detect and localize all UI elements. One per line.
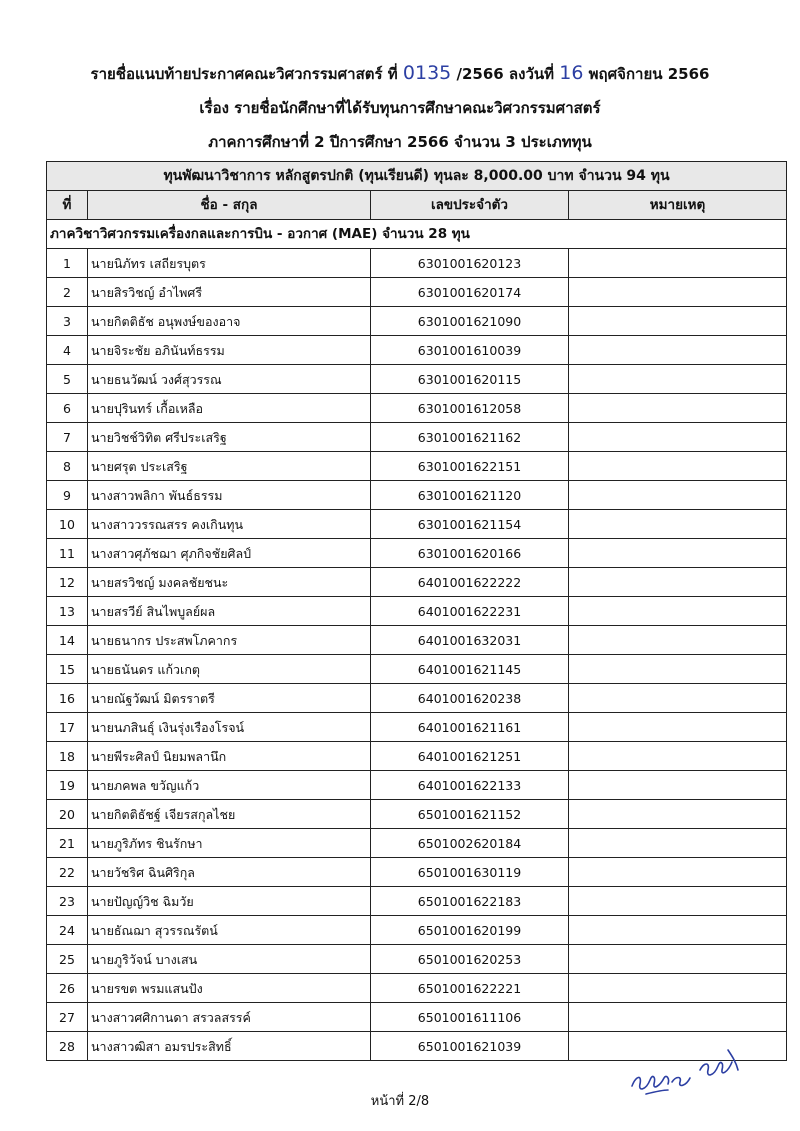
student-name: นายวัชริศ ฉินศิริกุล xyxy=(88,858,371,887)
table-row xyxy=(47,249,787,278)
table-row xyxy=(47,916,787,945)
table-row xyxy=(47,742,787,771)
student-name: นายจิระชัย อภินันท์ธรรม xyxy=(88,336,371,365)
table-row xyxy=(47,597,787,626)
remark xyxy=(569,771,787,800)
student-id: 6401001622133 xyxy=(371,771,569,800)
remark xyxy=(569,510,787,539)
student-id: 6401001621251 xyxy=(371,742,569,771)
row-number: 19 xyxy=(47,771,88,800)
student-id: 6301001620115 xyxy=(371,365,569,394)
student-name: นายธนากร ประสพโภคากร xyxy=(88,626,371,655)
student-name: นายสรวีย์ สินไพบูลย์ผล xyxy=(88,597,371,626)
student-id: 6401001622231 xyxy=(371,597,569,626)
table-row xyxy=(47,423,787,452)
table-row xyxy=(47,278,787,307)
scholarship-banner: ทุนพัฒนาวิชาการ หลักสูตรปกติ (ทุนเรียนดี) ทุนละ 8,000.00 บาท จำนวน 94 ทุน xyxy=(47,162,787,191)
row-number: 5 xyxy=(47,365,88,394)
remark xyxy=(569,539,787,568)
student-name: นายภูริภัทร ชินรักษา xyxy=(88,829,371,858)
student-name: นายภูริวัจน์ บางเสน xyxy=(88,945,371,974)
student-name: นายปัญญ์วิช ฉิมวัย xyxy=(88,887,371,916)
remark xyxy=(569,829,787,858)
remark xyxy=(569,365,787,394)
student-name: นางสาววรรณสรร คงเกินทุน xyxy=(88,510,371,539)
column-header-student-id: เลขประจำตัว xyxy=(371,191,569,220)
remark xyxy=(569,945,787,974)
student-name: นายภคพล ขวัญแก้ว xyxy=(88,771,371,800)
student-name: นายณัฐวัฒน์ มิตรราตรี xyxy=(88,684,371,713)
remark xyxy=(569,1003,787,1032)
row-number: 23 xyxy=(47,887,88,916)
row-number: 13 xyxy=(47,597,88,626)
table-row xyxy=(47,684,787,713)
remark xyxy=(569,713,787,742)
table-row xyxy=(47,829,787,858)
table-row xyxy=(47,336,787,365)
student-id: 6501001622183 xyxy=(371,887,569,916)
table-row xyxy=(47,655,787,684)
student-id: 6501001620253 xyxy=(371,945,569,974)
department-heading: ภาควิชาวิศวกรรมเครื่องกลและการบิน - อวกาศ (MAE) จำนวน 28 ทุน xyxy=(47,220,787,249)
announcement-prefix: รายชื่อแนบท้ายประกาศคณะวิศวกรรมศาสตร์ ที่ xyxy=(90,65,398,83)
remark xyxy=(569,742,787,771)
announcement-number: 0135 xyxy=(402,62,452,84)
student-name: นางสาวฒิสา อมรประสิทธิ์ xyxy=(88,1032,371,1061)
remark xyxy=(569,626,787,655)
page-number: หน้าที่ 2/8 xyxy=(370,1094,430,1109)
table-row xyxy=(47,394,787,423)
table-row xyxy=(47,539,787,568)
table-row xyxy=(47,365,787,394)
row-number: 27 xyxy=(47,1003,88,1032)
student-id: 6301001620166 xyxy=(371,539,569,568)
remark xyxy=(569,684,787,713)
remark xyxy=(569,423,787,452)
row-number: 4 xyxy=(47,336,88,365)
student-id: 6401001621145 xyxy=(371,655,569,684)
student-name: นายธัณฌา สุวรรณรัตน์ xyxy=(88,916,371,945)
announcement-month-year: พฤศจิกายน 2566 xyxy=(588,65,710,83)
table-row xyxy=(47,568,787,597)
table-row xyxy=(47,974,787,1003)
remark xyxy=(569,858,787,887)
student-id: 6401001632031 xyxy=(371,626,569,655)
remark xyxy=(569,307,787,336)
table-row xyxy=(47,800,787,829)
row-number: 26 xyxy=(47,974,88,1003)
column-header-remark: หมายเหตุ xyxy=(569,191,787,220)
row-number: 17 xyxy=(47,713,88,742)
student-id: 6301001620123 xyxy=(371,249,569,278)
remark xyxy=(569,481,787,510)
row-number: 25 xyxy=(47,945,88,974)
row-number: 9 xyxy=(47,481,88,510)
remark xyxy=(569,278,787,307)
table-row xyxy=(47,858,787,887)
semester-line: ภาคการศึกษาที่ 2 ปีการศึกษา 2566 จำนวน 3 ประเภททุน xyxy=(208,133,592,151)
student-name: นายกิตติธัช อนุพงษ์ของอาจ xyxy=(88,307,371,336)
scholarship-table xyxy=(46,161,787,1061)
student-name: นายสรวิชญ์ มงคลชัยชนะ xyxy=(88,568,371,597)
remark xyxy=(569,249,787,278)
student-id: 6501001620199 xyxy=(371,916,569,945)
row-number: 14 xyxy=(47,626,88,655)
student-name: นายศรุต ประเสริฐ xyxy=(88,452,371,481)
row-number: 24 xyxy=(47,916,88,945)
student-name: นายรขต พรมแสนปัง xyxy=(88,974,371,1003)
student-id: 6301001621154 xyxy=(371,510,569,539)
remark xyxy=(569,916,787,945)
student-name: นายกิตติธัชฐ์ เจียรสกุลไชย xyxy=(88,800,371,829)
table-row xyxy=(47,510,787,539)
remark xyxy=(569,597,787,626)
row-number: 3 xyxy=(47,307,88,336)
announcement-day: 16 xyxy=(559,62,584,84)
subject-line: เรื่อง รายชื่อนักศึกษาที่ได้รับทุนการศึกษาคณะวิศวกรรมศาสตร์ xyxy=(199,99,601,117)
remark xyxy=(569,452,787,481)
row-number: 18 xyxy=(47,742,88,771)
remark xyxy=(569,336,787,365)
student-name: นายปุรินทร์ เกื้อเหลือ xyxy=(88,394,371,423)
row-number: 15 xyxy=(47,655,88,684)
row-number: 7 xyxy=(47,423,88,452)
student-id: 6301001621162 xyxy=(371,423,569,452)
row-number: 28 xyxy=(47,1032,88,1061)
row-number: 1 xyxy=(47,249,88,278)
remark xyxy=(569,800,787,829)
table-row xyxy=(47,452,787,481)
table-row xyxy=(47,887,787,916)
row-number: 6 xyxy=(47,394,88,423)
student-name: นายธนันดร แก้วเกตุ xyxy=(88,655,371,684)
student-name: นางสาวศุภัชฌา ศุภกิจชัยศิลป์ xyxy=(88,539,371,568)
student-id: 6301001620174 xyxy=(371,278,569,307)
remark xyxy=(569,568,787,597)
student-id: 6501001621152 xyxy=(371,800,569,829)
row-number: 2 xyxy=(47,278,88,307)
student-name: นายสิรวิชญ์ อำไพศรี xyxy=(88,278,371,307)
table-row xyxy=(47,945,787,974)
student-name: นางสาวพลิกา พันธ์ธรรม xyxy=(88,481,371,510)
row-number: 11 xyxy=(47,539,88,568)
student-id: 6401001620238 xyxy=(371,684,569,713)
student-name: นางสาวศศิกานดา สรวลสรรค์ xyxy=(88,1003,371,1032)
table-row xyxy=(47,481,787,510)
column-header-no: ที่ xyxy=(47,191,88,220)
row-number: 12 xyxy=(47,568,88,597)
student-id: 6401001621161 xyxy=(371,713,569,742)
remark xyxy=(569,887,787,916)
column-header-name: ชื่อ - สกุล xyxy=(88,191,371,220)
remark xyxy=(569,974,787,1003)
row-number: 22 xyxy=(47,858,88,887)
student-name: นายนิภัทร เสถียรบุตร xyxy=(88,249,371,278)
table-row xyxy=(47,771,787,800)
table-row xyxy=(47,307,787,336)
student-name: นายพีระศิลป์ นิยมพลานึก xyxy=(88,742,371,771)
table-row xyxy=(47,626,787,655)
student-id: 6301001621090 xyxy=(371,307,569,336)
student-id: 6301001621120 xyxy=(371,481,569,510)
row-number: 10 xyxy=(47,510,88,539)
student-name: นายวิชช์วิทิต ศรีประเสริฐ xyxy=(88,423,371,452)
student-id: 6501002620184 xyxy=(371,829,569,858)
student-name: นายนภสินธุ์ เงินรุ่งเรืองโรจน์ xyxy=(88,713,371,742)
row-number: 20 xyxy=(47,800,88,829)
student-id: 6501001611106 xyxy=(371,1003,569,1032)
row-number: 21 xyxy=(47,829,88,858)
student-id: 6501001630119 xyxy=(371,858,569,887)
row-number: 16 xyxy=(47,684,88,713)
announcement-mid: /2566 ลงวันที่ xyxy=(456,65,555,83)
remark xyxy=(569,655,787,684)
announcement-title-line xyxy=(0,62,800,86)
remark xyxy=(569,394,787,423)
student-id: 6301001612058 xyxy=(371,394,569,423)
row-number: 8 xyxy=(47,452,88,481)
student-id: 6301001622151 xyxy=(371,452,569,481)
table-row xyxy=(47,713,787,742)
table-row xyxy=(47,1003,787,1032)
student-id: 6401001622222 xyxy=(371,568,569,597)
student-id: 6301001610039 xyxy=(371,336,569,365)
student-id: 6501001622221 xyxy=(371,974,569,1003)
student-name: นายธนวัฒน์ วงศ์สุวรรณ xyxy=(88,365,371,394)
student-id: 6501001621039 xyxy=(371,1032,569,1061)
